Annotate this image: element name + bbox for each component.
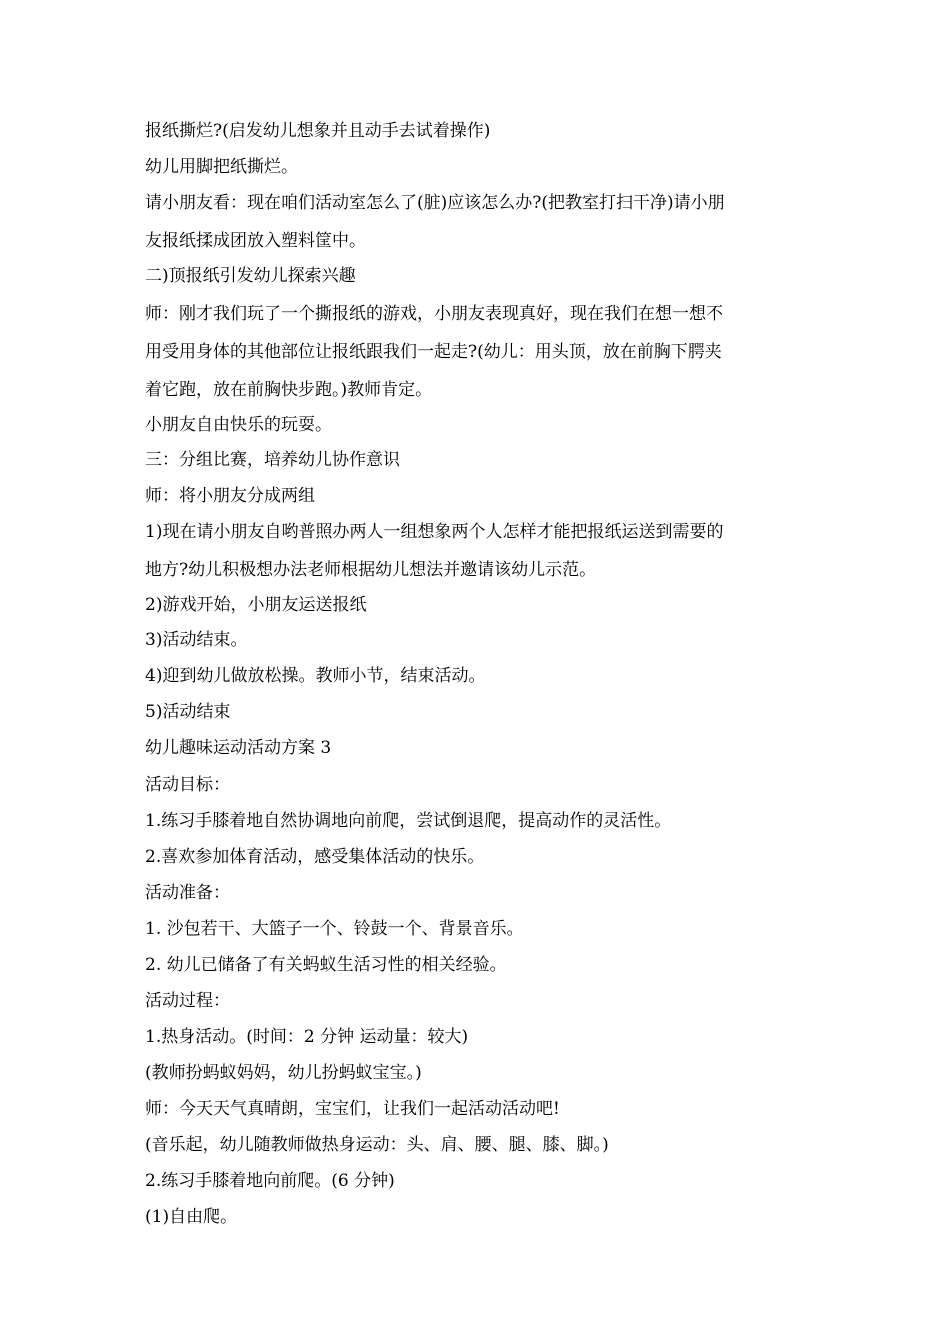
section-heading: 二)顶报纸引发幼儿探索兴趣	[145, 266, 356, 286]
text-line: (教师扮蚂蚁妈妈，幼儿扮蚂蚁宝宝。)	[145, 1063, 422, 1083]
text-line: 2.练习手膝着地向前爬。(6 分钟)	[145, 1171, 395, 1191]
text-line: (1)自由爬。	[145, 1207, 238, 1227]
section-heading: 活动目标：	[145, 775, 230, 795]
text-line: 幼儿用脚把纸撕烂。	[145, 157, 298, 177]
text-line: 地方?幼儿积极想办法老师根据幼儿想法并邀请该幼儿示范。	[145, 560, 597, 580]
text-line: 1.练习手膝着地自然协调地向前爬，尝试倒退爬，提高动作的灵活性。	[145, 811, 672, 831]
text-line: 2)游戏开始，小朋友运送报纸	[145, 595, 367, 615]
text-line: 请小朋友看：现在咱们活动室怎么了(脏)应该怎么办?(把教室打扫干净)请小朋	[145, 193, 725, 213]
text-line: 1. 沙包若干、大篮子一个、铃鼓一个、背景音乐。	[145, 919, 524, 939]
section-heading: 活动准备：	[145, 883, 230, 903]
text-line: 报纸撕烂?(启发幼儿想象并且动手去试着操作)	[145, 121, 491, 141]
text-line: 友报纸揉成团放入塑料筐中。	[145, 231, 366, 251]
text-line: 师：将小朋友分成两组	[145, 486, 315, 506]
text-line: 师：刚才我们玩了一个撕报纸的游戏，小朋友表现真好，现在我们在想一想不	[145, 304, 723, 324]
document-body	[145, 121, 810, 1227]
text-line: 师：今天天气真晴朗，宝宝们，让我们一起活动活动吧!	[145, 1099, 560, 1119]
text-line: 5)活动结束	[145, 702, 231, 722]
section-heading: 三：分组比赛，培养幼儿协作意识	[145, 450, 400, 470]
text-line: 1)现在请小朋友自哟普照办两人一组想象两个人怎样才能把报纸运送到需要的	[145, 522, 724, 542]
section-title: 幼儿趣味运动活动方案 3	[145, 738, 332, 758]
text-line: 用受用身体的其他部位让报纸跟我们一起走?(幼儿：用头顶，放在前胸下腭夹	[145, 342, 722, 362]
text-line: 着它跑，放在前胸快步跑。)教师肯定。	[145, 380, 433, 400]
text-line: 1.热身活动。(时间：2 分钟 运动量：较大)	[145, 1027, 469, 1047]
text-line: 3)活动结束。	[145, 630, 248, 650]
text-line: 小朋友自由快乐的玩耍。	[145, 415, 332, 435]
section-heading: 活动过程：	[145, 991, 230, 1011]
text-line: 2. 幼儿已储备了有关蚂蚁生活习性的相关经验。	[145, 955, 507, 975]
text-line: 4)迎到幼儿做放松操。教师小节，结束活动。	[145, 666, 486, 686]
text-line: (音乐起，幼儿随教师做热身运动：头、肩、腰、腿、膝、脚。)	[145, 1135, 609, 1155]
text-line: 2.喜欢参加体育活动，感受集体活动的快乐。	[145, 847, 485, 867]
